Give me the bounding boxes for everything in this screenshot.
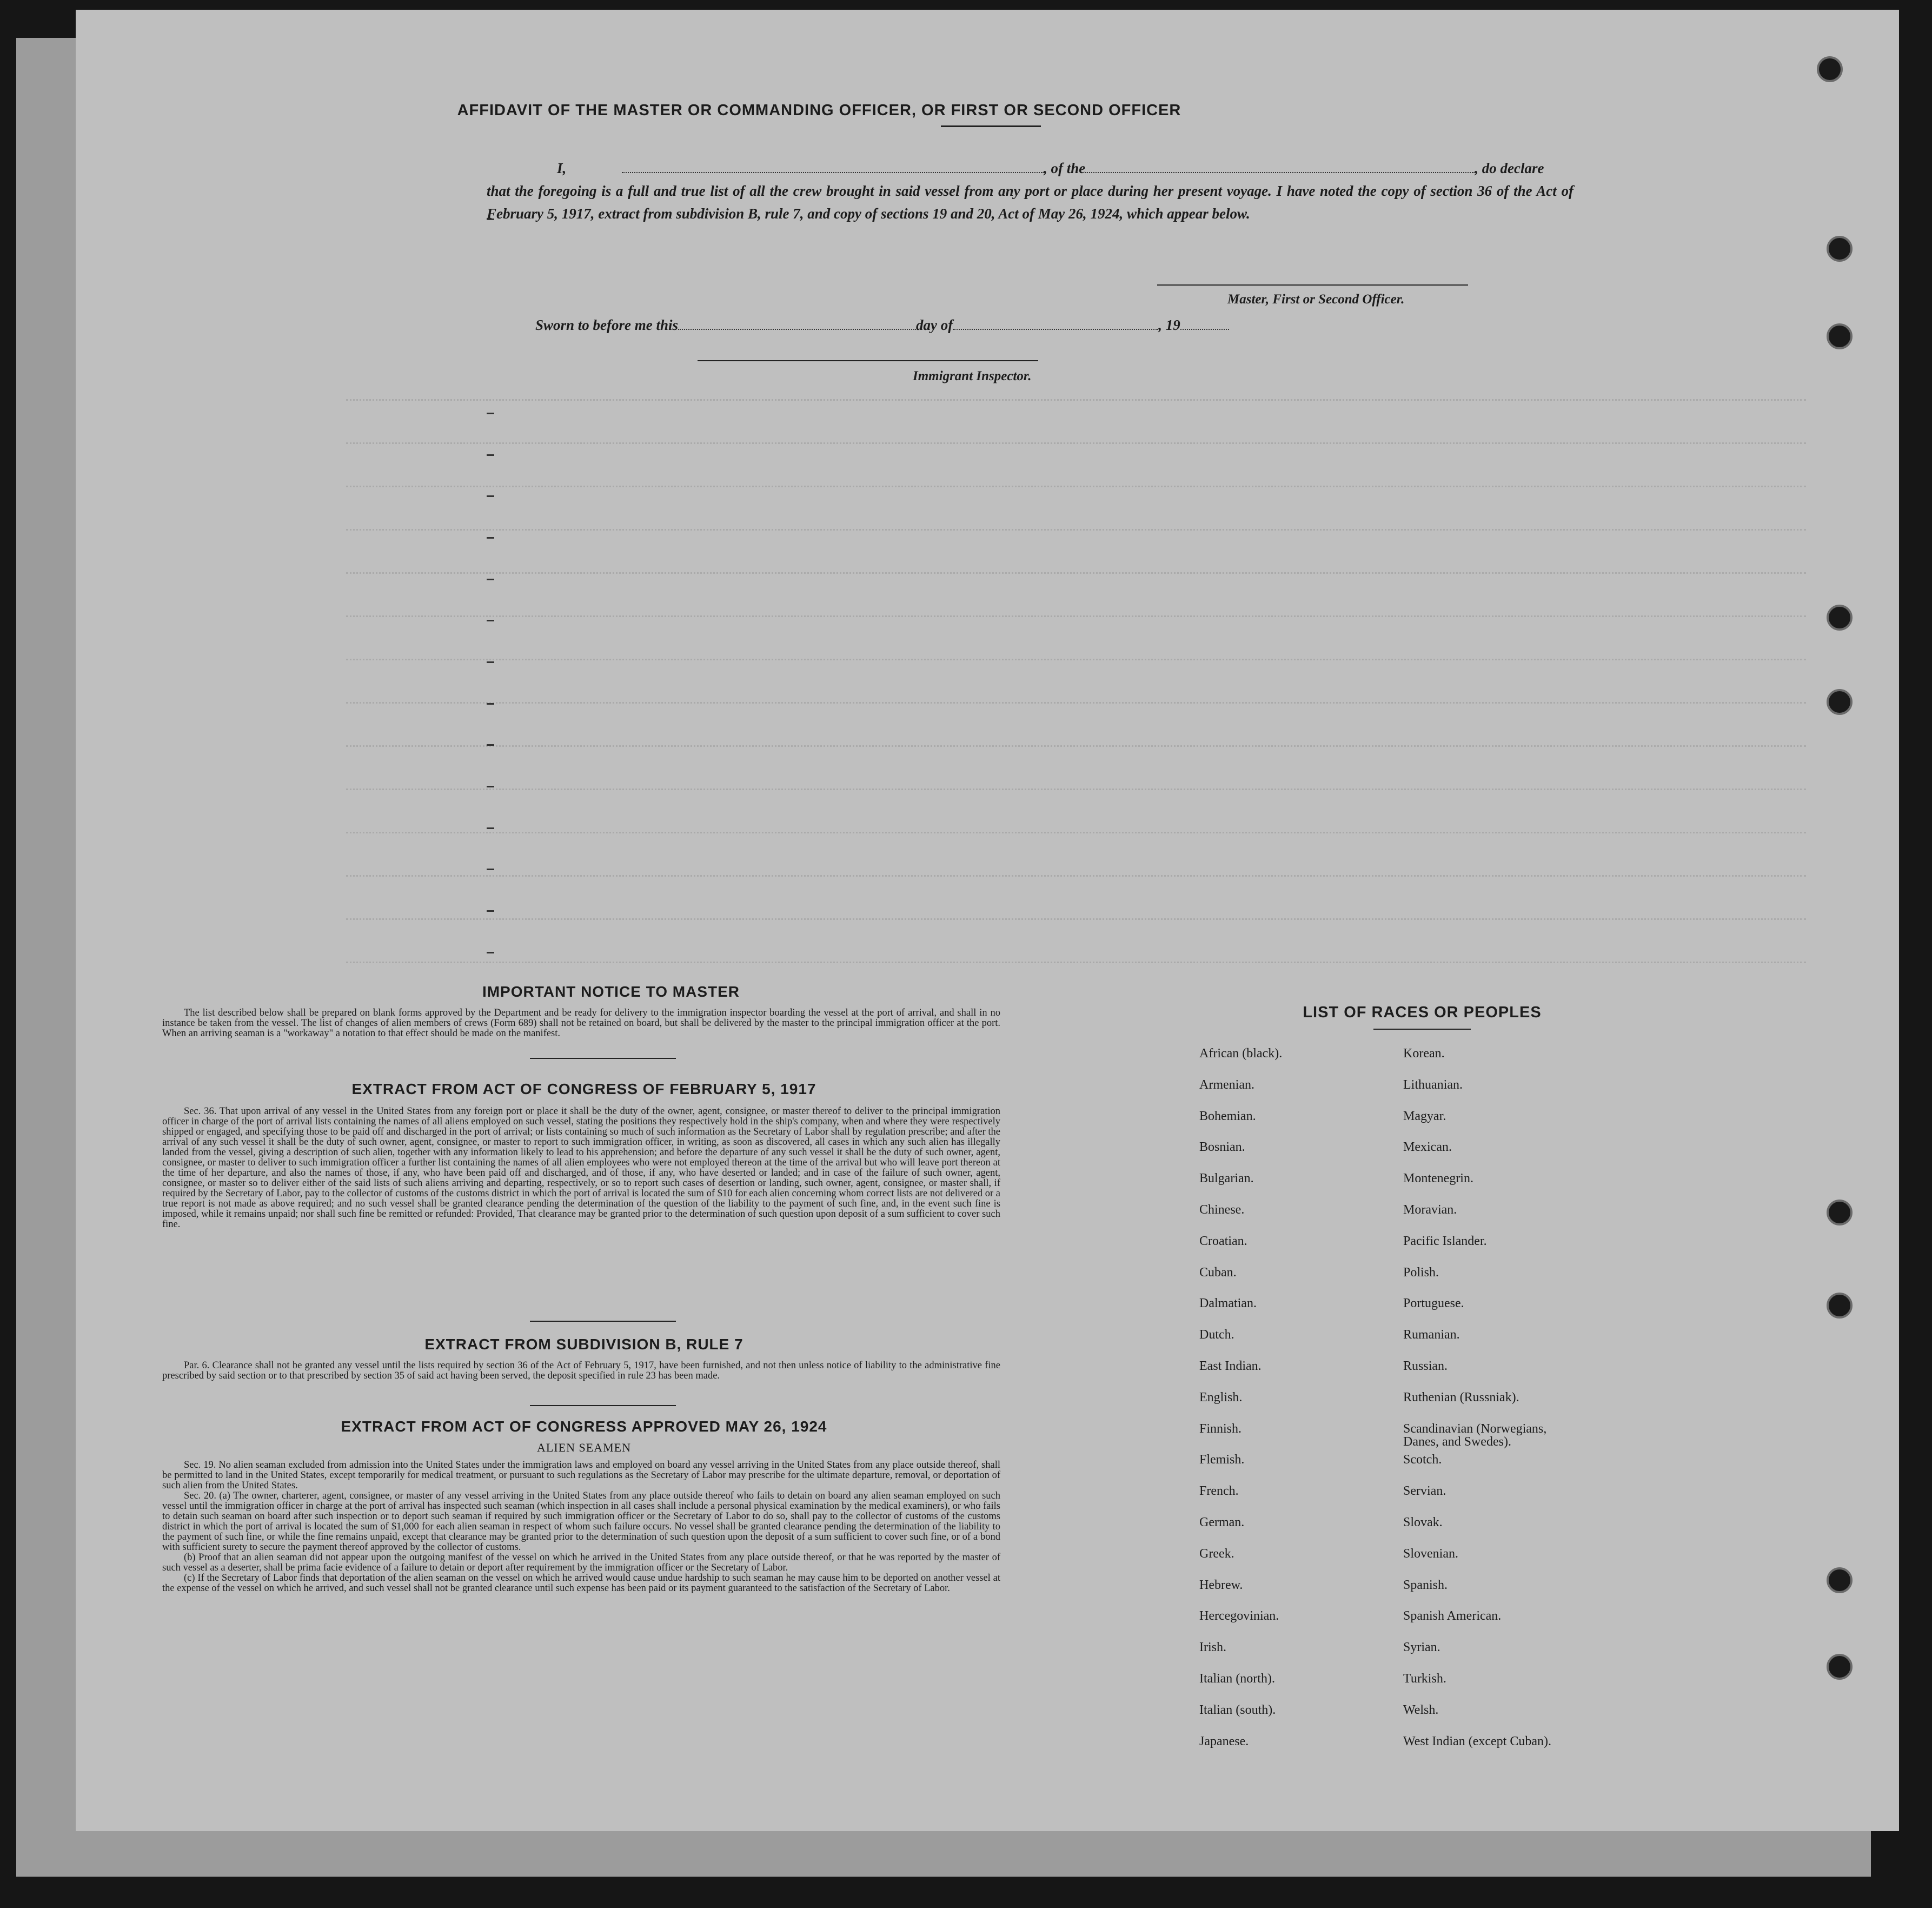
year-label: , 19: [1158, 317, 1180, 333]
race-item: Korean.: [1403, 1046, 1445, 1061]
vessel-name-field[interactable]: [1085, 172, 1475, 173]
race-item: East Indian.: [1199, 1359, 1262, 1373]
race-item: Moravian.: [1403, 1202, 1457, 1217]
race-item: English.: [1199, 1390, 1243, 1405]
race-item: Russian.: [1403, 1359, 1448, 1373]
affidavit-declaration-line: [487, 157, 1574, 180]
race-item: Bulgarian.: [1199, 1171, 1254, 1186]
race-item: Dutch.: [1199, 1328, 1234, 1342]
affidavit-body: that the foregoing is a full and true list of all the crew brought in said vessel from any port or place during her present voyage. I have noted the copy of section 36 of the Act of February 5, 1917, extract from subdivision B, rule 7, and copy of sections 19 and 20, Act of May 26, 1924, which appear below.: [487, 183, 1574, 222]
race-item: Rumanian.: [1403, 1328, 1460, 1342]
affidavit-title: AFFIDAVIT OF THE MASTER OR COMMANDING OFFICER, OR FIRST OR SECOND OFFICER: [457, 102, 1181, 119]
sec-19-paragraph: Sec. 19. No alien seaman excluded from admission into the United States under the immigration laws and employed on board any vessel arriving in the United States from any place outside thereof, shall be permitted to land in the United States, except temporarily for medical treatment, or pursuant to such regulations as the Secretary of Labor may prescribe for the ultimate departure, removal, or deportation of such alien from the United States.: [162, 1460, 1000, 1491]
race-item: Scandinavian (Norwegians, Danes, and Swedes).: [1403, 1421, 1547, 1449]
race-item: Cuban.: [1199, 1265, 1237, 1280]
alien-seamen-subtitle: ALIEN SEAMEN: [537, 1441, 631, 1454]
race-item: Bohemian.: [1199, 1109, 1256, 1123]
race-item: Welsh.: [1403, 1702, 1439, 1717]
race-item: Greek.: [1199, 1546, 1234, 1561]
race-item: Polish.: [1403, 1265, 1439, 1280]
sec-20b-paragraph: (b) Proof that an alien seaman did not appear upon the outgoing manifest of the vessel on which he arrived in the United States from any place outside thereof, or that he was reported by the master of such vessel as a deserter, shall be prima facie evidence of a failure to detain or deport after requirement by the immigration officer or the Secretary of Labor.: [162, 1552, 1000, 1573]
races-title-underline: [1373, 1029, 1471, 1030]
manifest-page: [76, 10, 1899, 1831]
sec-20a-paragraph: Sec. 20. (a) The owner, charterer, agent, consignee, or master of any vessel arriving in the United States from any place outside thereof who fails to detain on board any alien seaman employed on such vessel until the immigration officer in charge at the port of arrival has inspected such seaman (which inspection in all cases shall include a personal physical examination by the medical examiners), or who fails to detain such seaman on board after such inspection or to deport such seaman if required by such immigration officer or the Secretary of Labor to do so, shall pay to the collector of customs of the customs district in which the port of arrival is located the sum of $1,000 for each alien seaman in respect of whom such failure occurs. No vessel shall be granted clearance pending the determination of the liability to the payment of such fine, or while the fine remains unpaid, except that clearance may be granted prior to the determination of such question upon the deposit of a sum sufficient to cover such fine, or of a bond with sufficient surety to secure the payment thereof approved by the collector of customs.: [162, 1490, 1000, 1553]
extract-1924-text: [162, 1460, 1000, 1594]
sec-36-paragraph: Sec. 36. That upon arrival of any vessel in the United States from any foreign port or place it shall be the duty of the owner, agent, consignee, or master thereof to deliver to the principal immigration officer in charge of the port of arrival lists containing the names of all aliens employed on such vessel, stating the positions they respectively hold in the ship's company, when and where they were respectively shipped or engaged, and specifying those to be paid off and discharged in the port of arrival; or lists containing so much of such information as the Secretary of Labor shall by regulation prescribe; and after the arrival of any such vessel it shall be the duty of such owner, agent, consignee, or master to report to such immigration officer, in writing, as soon as discovered, all cases in which any such alien has illegally landed from the vessel, giving a description of such alien, together with any information likely to lead to his apprehension; and before the departure of any such vessel it shall be the duty of such owner, agent, consignee, or master to deliver to such immigration officer a further list containing the names of all alien employees who were not employed thereon at the time of the arrival but who will leave port thereon at the time of her departure, and also the names of those, if any, who have been paid off and discharged, and of those, if any, who have deserted or landed; and in case of the failure of such owner, agent, consignee, or master so to deliver either of the said lists of such aliens arriving and departing, respectively, or so to report such cases of desertion or landing, such owner, agent, consignee, or master shall, if required by the Secretary of Labor, pay to the collector of customs of the customs district in which the port of arrival is located the sum of $10 for each alien concerning whom correct lists are not delivered or a true report is not made as above required; and no such vessel shall be granted clearance pending the determination of the question of the liability to the payment of such fine, and, in the event such fine is imposed, while it remains unpaid; nor shall such fine be remitted or refunded: Provided, That clearance may be granted prior to the determination of such question upon deposit of a sum sufficient to cover such fine.: [162, 1106, 1000, 1230]
race-item: Ruthenian (Russniak).: [1403, 1390, 1519, 1405]
races-right-column: [1403, 1047, 1706, 1766]
extract-1917-text: [162, 1107, 1000, 1230]
sworn-date-field[interactable]: [678, 329, 916, 330]
race-item: Montenegrin.: [1403, 1171, 1473, 1186]
extract-1924-title: EXTRACT FROM ACT OF CONGRESS APPROVED MAY 26, 1924: [341, 1418, 827, 1435]
declare-label: , do declare: [1475, 160, 1544, 176]
sworn-label: Sworn to before me this: [535, 317, 679, 333]
race-item: Magyar.: [1403, 1109, 1446, 1123]
races-title: LIST OF RACES OR PEOPLES: [1303, 1004, 1542, 1021]
master-signature-line[interactable]: [1157, 284, 1468, 286]
extract-1917-title: EXTRACT FROM ACT OF CONGRESS OF FEBRUARY 5, 1917: [351, 1081, 816, 1097]
race-item: Hercegovinian.: [1199, 1609, 1279, 1624]
race-item: Servian.: [1403, 1484, 1446, 1499]
race-item: Mexican.: [1403, 1140, 1452, 1155]
notice-divider: [530, 1058, 676, 1059]
inspector-signature-line[interactable]: [698, 360, 1038, 361]
extract-rule7-text: [162, 1361, 1000, 1381]
race-item: Croatian.: [1199, 1234, 1247, 1248]
race-item: Slovak.: [1403, 1515, 1443, 1529]
race-item: African (black).: [1199, 1046, 1283, 1061]
notice-title: IMPORTANT NOTICE TO MASTER: [482, 983, 740, 1000]
sworn-month-field[interactable]: [953, 329, 1158, 330]
race-item: Pacific Islander.: [1403, 1234, 1487, 1248]
race-item: Syrian.: [1403, 1640, 1440, 1655]
race-item: German.: [1199, 1515, 1245, 1529]
sec-20c-paragraph: (c) If the Secretary of Labor finds that deportation of the alien seaman on the vessel on which he arrived would cause undue hardship to such seaman he may cause him to be deported on another vessel at the expense of the vessel on which he arrived, and such vessel shall not be granted clearance until such expense has been paid or its payment guaranteed to the satisfaction of the Secretary of Labor.: [162, 1573, 1000, 1594]
race-item: Chinese.: [1199, 1202, 1245, 1217]
inspector-label: Immigrant Inspector.: [913, 369, 1032, 383]
declarant-name-field[interactable]: [622, 172, 1044, 173]
race-item: Finnish.: [1199, 1421, 1242, 1436]
race-item: Lithuanian.: [1403, 1077, 1463, 1092]
race-item: Japanese.: [1199, 1734, 1249, 1748]
races-left-column: [1199, 1047, 1405, 1766]
race-item: Dalmatian.: [1199, 1296, 1257, 1311]
sworn-line: [535, 314, 1346, 336]
race-item: Spanish.: [1403, 1578, 1448, 1592]
sworn-year-field[interactable]: [1180, 329, 1229, 330]
race-item: Flemish.: [1199, 1453, 1245, 1467]
race-item: Turkish.: [1403, 1671, 1446, 1686]
par-6-paragraph: Par. 6. Clearance shall not be granted any vessel until the lists required by section 36 of the Act of February 5, 1917, have been furnished, and not then unless notice of liability to the administrative fine prescribed by said section or to that prescribed by section 35 of said act having been served, the deposit specified in rule 23 has been made.: [162, 1360, 1000, 1381]
race-item: Italian (north).: [1199, 1671, 1275, 1686]
extract-rule7-title: EXTRACT FROM SUBDIVISION B, RULE 7: [424, 1336, 743, 1353]
race-item: Spanish American.: [1403, 1609, 1502, 1624]
race-item: Hebrew.: [1199, 1578, 1243, 1592]
notice-paragraph: The list described below shall be prepared on blank forms approved by the Department and be ready for delivery to the immigration inspector boarding the vessel at the port of arrival, and shall in no instance be taken from the vessel. The list of changes of alien members of crews (Form 689) shall not be retained on board, but shall be delivered by the master to the principal immigration officer at the port. When an arriving seaman is a "workaway" a notation to that effect should be made on the manifest.: [162, 1008, 1000, 1039]
declarant-label: I,: [557, 160, 567, 176]
title-underline: [941, 125, 1041, 127]
vessel-label: , of the: [1044, 160, 1086, 176]
race-item: Armenian.: [1199, 1077, 1254, 1092]
extract-1917-divider: [530, 1321, 676, 1322]
race-item: French.: [1199, 1484, 1239, 1499]
race-item: Portuguese.: [1403, 1296, 1464, 1311]
master-signature-label: Master, First or Second Officer.: [1227, 292, 1405, 307]
race-item: West Indian (except Cuban).: [1403, 1734, 1551, 1748]
notice-text: [162, 1008, 1000, 1039]
day-of-label: day of: [916, 317, 953, 333]
race-item: Scotch.: [1403, 1453, 1442, 1467]
race-item: Bosnian.: [1199, 1140, 1245, 1155]
extract-rule7-divider: [530, 1405, 676, 1406]
race-item: Slovenian.: [1403, 1546, 1458, 1561]
race-item: Irish.: [1199, 1640, 1226, 1655]
race-item: Italian (south).: [1199, 1702, 1276, 1717]
